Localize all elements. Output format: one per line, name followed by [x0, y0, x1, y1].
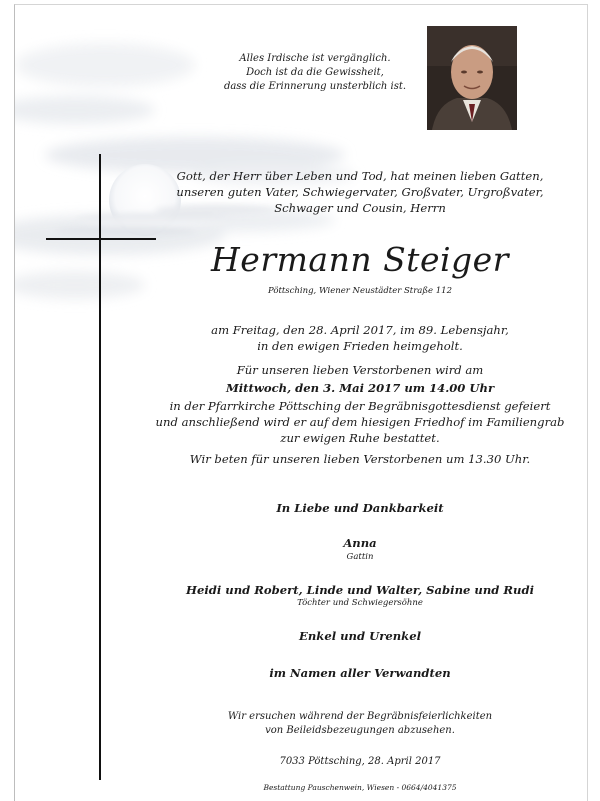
request-line: Wir ersuchen während der Begräbnisfeierlichkeiten — [227, 711, 493, 722]
place-date: 7033 Pöttsching, 28. April 2017 — [279, 756, 441, 767]
relatives: im Namen aller Verwandten — [269, 666, 451, 680]
quote-block — [200, 52, 430, 94]
spouse-name: Anna — [343, 536, 377, 550]
intro-text — [150, 168, 570, 216]
deceased-address: Pöttsching, Wiener Neustädter Straße 112 — [267, 286, 452, 296]
mourners-heading: In Liebe und Dankbarkeit — [276, 501, 444, 515]
cross-icon — [99, 154, 101, 780]
funeral-home-footer: Bestattung Pauschenwein, Wiesen - 0664/4041375 — [263, 783, 457, 792]
funeral-line: in der Pfarrkirche Pöttsching der Begräbnisgottesdienst gefeiert — [169, 399, 551, 413]
funeral-date: Mittwoch, den 3. Mai 2017 um 14.00 Uhr — [225, 381, 495, 395]
funeral-line: und anschließend wird er auf dem hiesigen Friedhof im Familiengrab — [155, 415, 565, 429]
death-notice — [150, 322, 570, 354]
condolence-request — [150, 710, 570, 738]
children-role: Töchter und Schwiegersöhne — [297, 598, 423, 608]
deceased-name: Hermann Steiger — [211, 240, 509, 279]
funeral-line: zur ewigen Ruhe bestattet. — [280, 431, 440, 445]
portrait-photo — [427, 26, 517, 130]
quote-line: dass die Erinnerung unsterblich ist. — [223, 81, 407, 92]
quote-line: Doch ist da die Gewissheit, — [246, 67, 384, 78]
funeral-intro: Für unseren lieben Verstorbenen wird am — [236, 363, 484, 377]
intro-line: Schwager und Cousin, Herrn — [274, 201, 446, 215]
grandchildren: Enkel und Urenkel — [299, 629, 421, 643]
cross-bar — [46, 238, 156, 240]
prayer-time: Wir beten für unseren lieben Verstorbenen um 13.30 Uhr. — [189, 452, 531, 466]
spouse-role: Gattin — [346, 552, 374, 562]
request-line: von Beileidsbezeugungen abzusehen. — [265, 725, 455, 736]
intro-line: unseren guten Vater, Schwiegervater, Großvater, Urgroßvater, — [176, 185, 544, 199]
death-line: in den ewigen Frieden heimgeholt. — [257, 339, 463, 353]
quote-line: Alles Irdische ist vergänglich. — [239, 53, 391, 64]
funeral-details — [150, 398, 570, 446]
death-line: am Freitag, den 28. April 2017, im 89. Lebensjahr, — [211, 323, 509, 337]
intro-line: Gott, der Herr über Leben und Tod, hat meinen lieben Gatten, — [176, 169, 544, 183]
children-names: Heidi und Robert, Linde und Walter, Sabine und Rudi — [186, 583, 534, 597]
